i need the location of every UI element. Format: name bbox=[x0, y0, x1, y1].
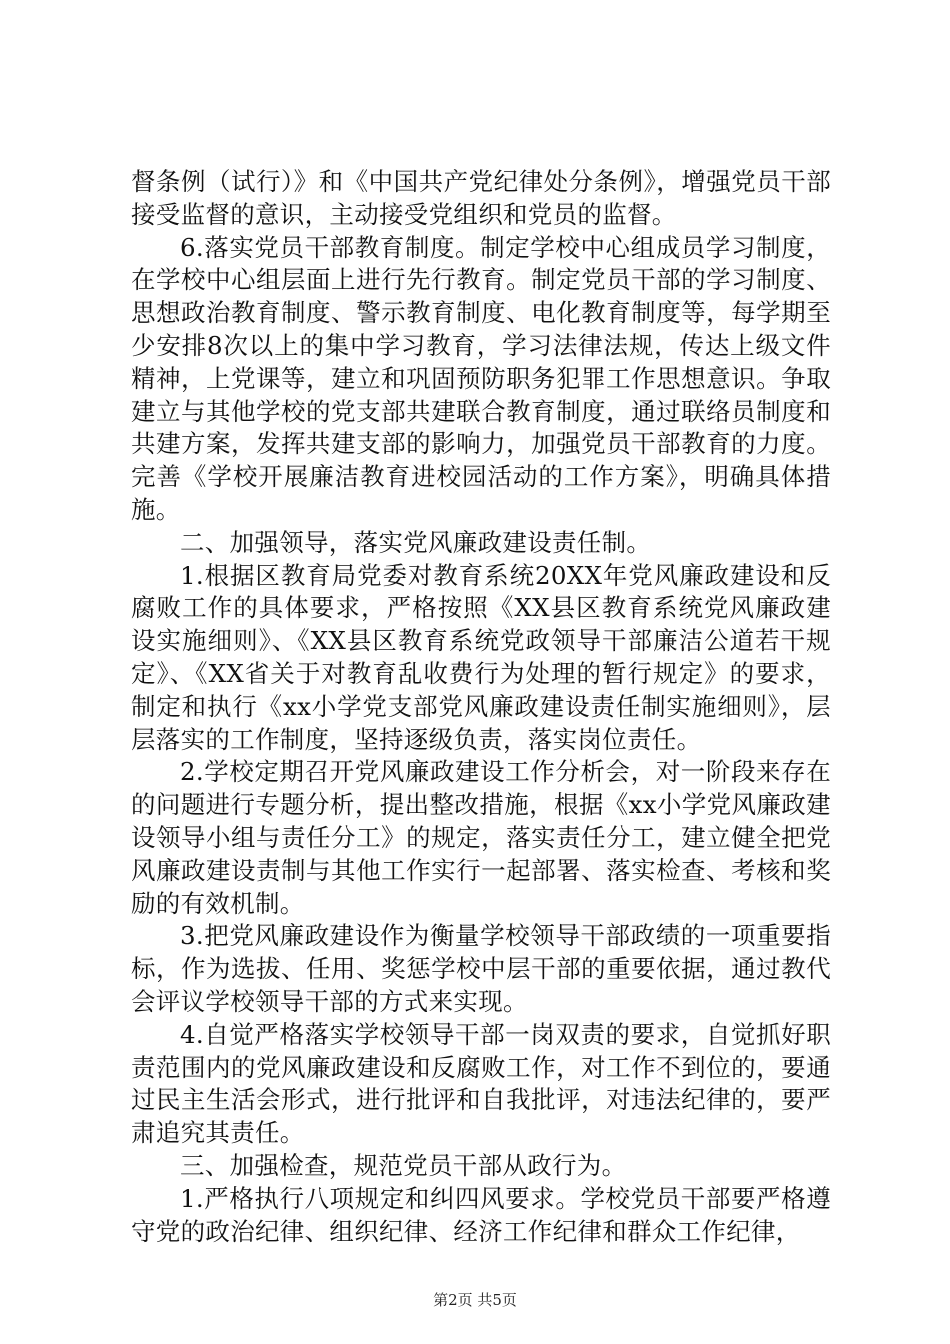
paragraph-5: 3.把党风廉政建设作为衡量学校领导干部政绩的一项重要指标，作为选拔、任用、奖惩学校中层干部的重要依据，通过教代会评议学校领导干部的方式来实现。 bbox=[131, 921, 831, 1016]
page-footer: 第2页 共5页 bbox=[433, 1291, 517, 1309]
document-body bbox=[131, 166, 831, 1248]
paragraph-1: 督条例（试行）》和《中国共产党纪律处分条例》，增强党员干部接受监督的意识，主动接受党组织和党员的监督。 bbox=[131, 167, 831, 229]
paragraph-3: 1.根据区教育局党委对教育系统20XX年党风廉政建设和反腐败工作的具体要求，严格按照《XX县区教育系统党风廉政建设实施细则》、《XX县区教育系统党政领导干部廉洁公道若干规定》、《XX省关于对教育乱收费行为处理的暂行规定》的要求，制定和执行《xx小学党支部党风廉政建设责任制实施细则》，层层落实的工作制度，坚持逐级负责，落实岗位责任。 bbox=[131, 560, 831, 754]
paragraph-2: 6.落实党员干部教育制度。制定学校中心组成员学习制度，在学校中心组层面上进行先行教育。制定党员干部的学习制度、思想政治教育制度、警示教育制度、电化教育制度等，每学期至少安排8次以上的集中学习教育，学习法律法规，传达上级文件精神，上党课等，建立和巩固预防职务犯罪工作思想意识。争取建立与其他学校的党支部共建联合教育制度，通过联络员制度和共建方案，发挥共建支部的影响力，加强党员干部教育的力度。完善《学校开展廉洁教育进校园活动的工作方案》，明确具体措施。 bbox=[131, 232, 831, 524]
section-heading-2: 二、加强领导，落实党风廉政建设责任制。 bbox=[180, 527, 652, 557]
paragraph-7: 1.严格执行八项规定和纠四风要求。学校党员干部要严格遵守党的政治纪律、组织纪律、经济工作纪律和群众工作纪律， bbox=[131, 1183, 831, 1246]
section-heading-3: 三、加强检查，规范党员干部从政行为。 bbox=[180, 1150, 627, 1180]
paragraph-6: 4.自觉严格落实学校领导干部一岗双责的要求，自觉抓好职责范围内的党风廉政建设和反腐败工作，对工作不到位的，要通过民主生活会形式，进行批评和自我批评，对违法纪律的，要严肃追究其责任。 bbox=[131, 1019, 831, 1148]
paragraph-4: 2.学校定期召开党风廉政建设工作分析会，对一阶段来存在的问题进行专题分析，提出整改措施，根据《xx小学党风廉政建设领导小组与责任分工》的规定，落实责任分工，建立健全把党风廉政建设责制与其他工作实行一起部署、落实检查、考核和奖励的有效机制。 bbox=[131, 757, 831, 918]
